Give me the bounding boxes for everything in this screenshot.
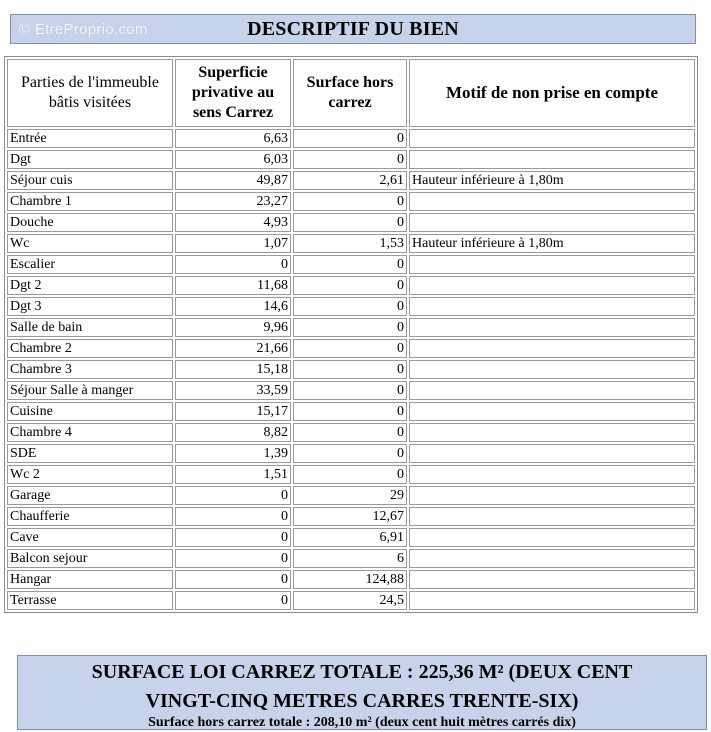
cell-part: Chambre 2 [7, 339, 173, 358]
table-row [7, 591, 695, 610]
carrez-total-line1: SURFACE LOI CARREZ TOTALE : 225,36 M² (DEUX CENT [91, 661, 633, 683]
cell-motif [409, 549, 695, 568]
cell-carrez: 11,68 [175, 276, 291, 295]
cell-carrez: 0 [175, 549, 291, 568]
cell-carrez: 23,27 [175, 192, 291, 211]
cell-part: Wc 2 [7, 465, 173, 484]
cell-motif [409, 402, 695, 421]
cell-motif [409, 507, 695, 526]
cell-hors-carrez: 29 [293, 486, 407, 505]
cell-part: Wc [7, 234, 173, 253]
cell-part: Séjour Salle à manger [7, 381, 173, 400]
cell-part: Terrasse [7, 591, 173, 610]
cell-motif: Hauteur inférieure à 1,80m [409, 171, 695, 190]
cell-hors-carrez: 0 [293, 297, 407, 316]
cell-part: Garage [7, 486, 173, 505]
table-row [7, 234, 695, 253]
title-banner [10, 14, 696, 44]
cell-carrez: 6,63 [175, 129, 291, 148]
cell-carrez: 33,59 [175, 381, 291, 400]
cell-carrez: 4,93 [175, 213, 291, 232]
cell-hors-carrez: 0 [293, 423, 407, 442]
header-hors-carrez: Surface hors carrez [293, 59, 407, 127]
cell-carrez: 0 [175, 255, 291, 274]
cell-carrez: 21,66 [175, 339, 291, 358]
cell-hors-carrez: 0 [293, 381, 407, 400]
carrez-total-line2: VINGT-CINQ METRES CARRES TRENTE-SIX) [145, 690, 579, 712]
cell-part: Salle de bain [7, 318, 173, 337]
cell-part: Dgt 3 [7, 297, 173, 316]
cell-hors-carrez: 0 [293, 255, 407, 274]
cell-hors-carrez: 2,61 [293, 171, 407, 190]
cell-carrez: 0 [175, 528, 291, 547]
cell-part: Douche [7, 213, 173, 232]
cell-carrez: 14,6 [175, 297, 291, 316]
table-header-row [7, 59, 695, 127]
cell-motif [409, 150, 695, 169]
table-row [7, 381, 695, 400]
cell-motif [409, 192, 695, 211]
table-row [7, 276, 695, 295]
table-row [7, 507, 695, 526]
cell-carrez: 9,96 [175, 318, 291, 337]
cell-hors-carrez: 0 [293, 402, 407, 421]
cell-motif [409, 381, 695, 400]
cell-carrez: 15,18 [175, 360, 291, 379]
cell-motif [409, 528, 695, 547]
table-row [7, 339, 695, 358]
cell-motif: Hauteur inférieure à 1,80m [409, 234, 695, 253]
cell-part: Escalier [7, 255, 173, 274]
table-row [7, 171, 695, 190]
cell-carrez: 1,07 [175, 234, 291, 253]
cell-part: Balcon sejour [7, 549, 173, 568]
cell-hors-carrez: 0 [293, 192, 407, 211]
table-row [7, 444, 695, 463]
cell-hors-carrez: 6 [293, 549, 407, 568]
cell-part: Dgt [7, 150, 173, 169]
surface-table [4, 56, 698, 613]
cell-part: Entrée [7, 129, 173, 148]
cell-hors-carrez: 1,53 [293, 234, 407, 253]
cell-hors-carrez: 0 [293, 444, 407, 463]
cell-carrez: 0 [175, 507, 291, 526]
table-row [7, 150, 695, 169]
cell-motif [409, 486, 695, 505]
cell-hors-carrez: 0 [293, 339, 407, 358]
cell-motif [409, 318, 695, 337]
header-motif: Motif de non prise en compte [409, 59, 695, 127]
cell-hors-carrez: 0 [293, 360, 407, 379]
cell-part: Séjour cuis [7, 171, 173, 190]
cell-carrez: 15,17 [175, 402, 291, 421]
table-row [7, 360, 695, 379]
cell-carrez: 49,87 [175, 171, 291, 190]
table-row [7, 213, 695, 232]
table-row [7, 129, 695, 148]
hors-carrez-total: Surface hors carrez totale : 208,10 m² (deux cent huit mètres carrés dix) [148, 715, 576, 730]
table-row [7, 486, 695, 505]
table-body [7, 129, 695, 610]
totals-panel [17, 655, 707, 730]
cell-motif [409, 570, 695, 589]
table-row [7, 255, 695, 274]
cell-hors-carrez: 12,67 [293, 507, 407, 526]
cell-carrez: 1,39 [175, 444, 291, 463]
table-row [7, 465, 695, 484]
cell-motif [409, 423, 695, 442]
table-row [7, 318, 695, 337]
cell-part: Hangar [7, 570, 173, 589]
cell-part: SDE [7, 444, 173, 463]
cell-motif [409, 444, 695, 463]
watermark: © EtreProprio.com [19, 21, 148, 38]
cell-carrez: 0 [175, 486, 291, 505]
cell-part: Chaufferie [7, 507, 173, 526]
cell-motif [409, 129, 695, 148]
cell-carrez: 0 [175, 570, 291, 589]
cell-hors-carrez: 0 [293, 150, 407, 169]
cell-motif [409, 297, 695, 316]
table-row [7, 423, 695, 442]
cell-part: Chambre 3 [7, 360, 173, 379]
table-row [7, 528, 695, 547]
cell-motif [409, 591, 695, 610]
cell-hors-carrez: 0 [293, 465, 407, 484]
cell-carrez: 8,82 [175, 423, 291, 442]
cell-motif [409, 360, 695, 379]
cell-motif [409, 213, 695, 232]
cell-hors-carrez: 0 [293, 276, 407, 295]
table-row [7, 570, 695, 589]
cell-motif [409, 276, 695, 295]
table-row [7, 402, 695, 421]
cell-part: Cave [7, 528, 173, 547]
cell-hors-carrez: 24,5 [293, 591, 407, 610]
cell-motif [409, 255, 695, 274]
cell-part: Cuisine [7, 402, 173, 421]
cell-hors-carrez: 0 [293, 318, 407, 337]
cell-motif [409, 339, 695, 358]
cell-part: Dgt 2 [7, 276, 173, 295]
cell-hors-carrez: 124,88 [293, 570, 407, 589]
cell-motif [409, 465, 695, 484]
cell-part: Chambre 1 [7, 192, 173, 211]
page-title: DESCRIPTIF DU BIEN [247, 17, 459, 40]
cell-carrez: 1,51 [175, 465, 291, 484]
cell-part: Chambre 4 [7, 423, 173, 442]
table-row [7, 192, 695, 211]
cell-hors-carrez: 0 [293, 129, 407, 148]
table-row [7, 549, 695, 568]
cell-carrez: 6,03 [175, 150, 291, 169]
header-parts: Parties de l'immeuble bâtis visitées [7, 59, 173, 127]
header-carrez: Superficie privative au sens Carrez [175, 59, 291, 127]
table-row [7, 297, 695, 316]
cell-hors-carrez: 0 [293, 213, 407, 232]
cell-carrez: 0 [175, 591, 291, 610]
cell-hors-carrez: 6,91 [293, 528, 407, 547]
